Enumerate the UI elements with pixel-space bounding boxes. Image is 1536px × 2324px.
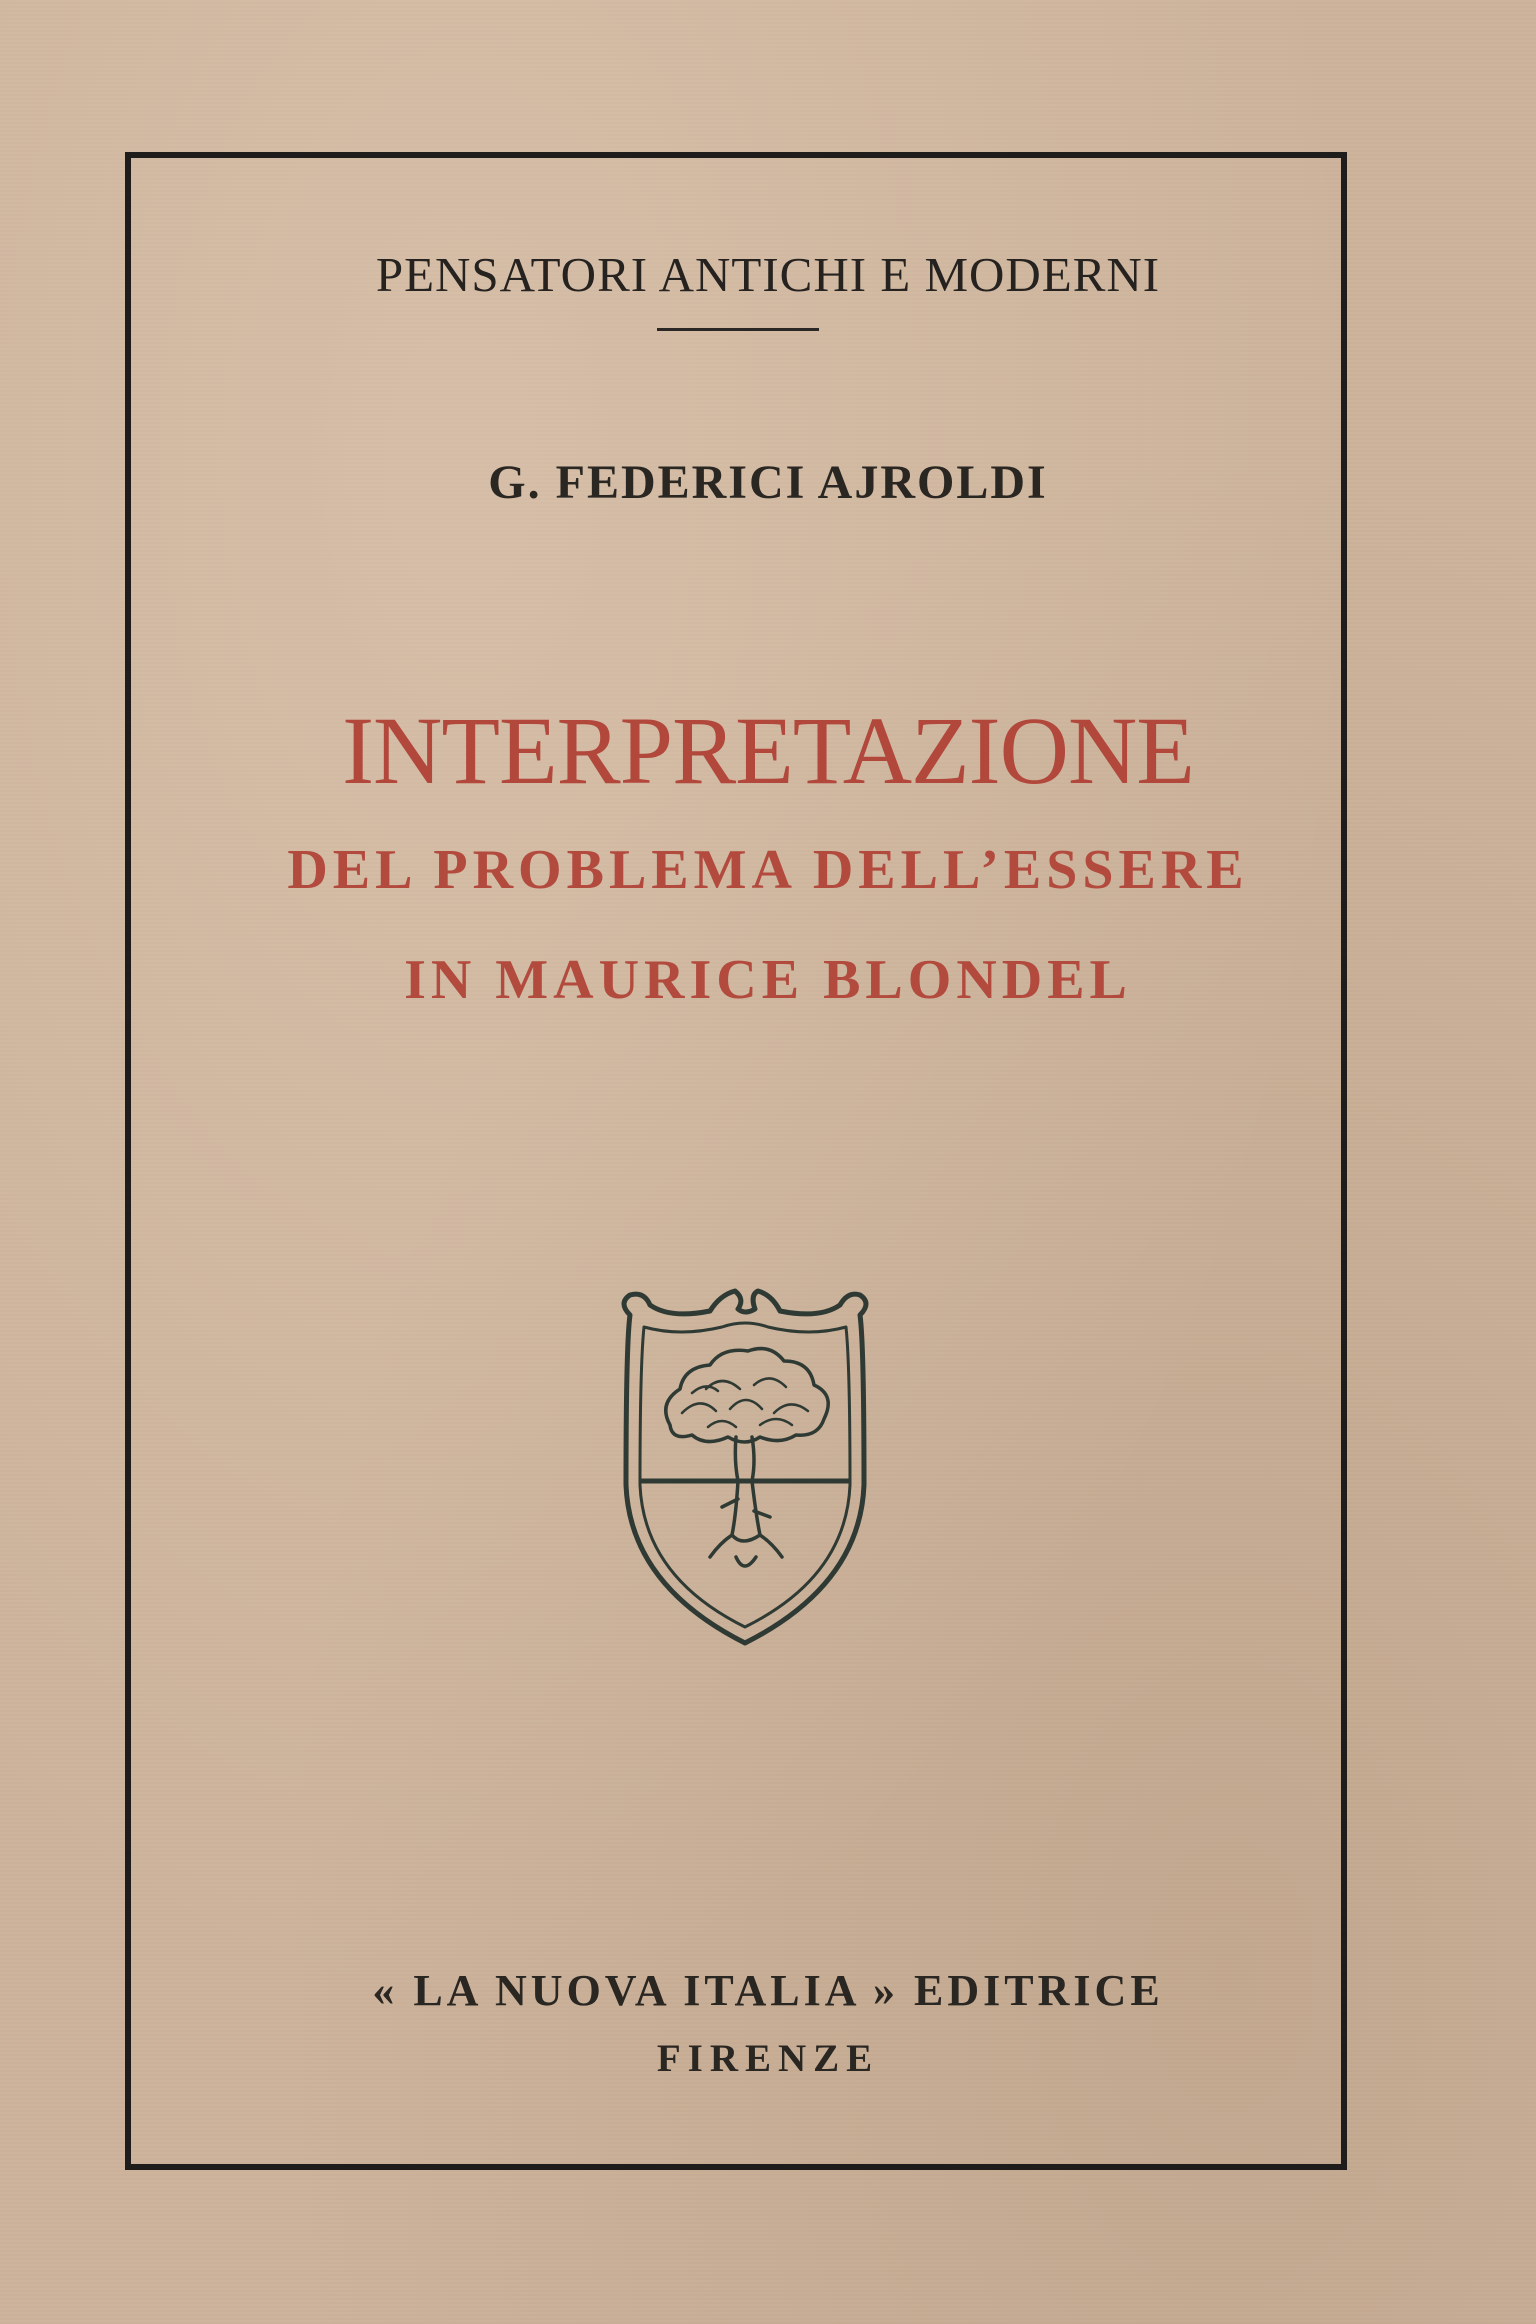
book-subtitle-line-2: IN MAURICE BLONDEL [404,949,1132,1011]
book-subtitle-line-1: DEL PROBLEMA DELL’ESSERE [287,839,1249,901]
divider-rule [657,328,819,331]
book-title: INTERPRETAZIONE [342,697,1194,804]
publisher-name: « LA NUOVA ITALIA » EDITRICE [372,1966,1164,2015]
publisher-city: FIRENZE [656,2037,880,2080]
author-name: G. FEDERICI AJROLDI [488,456,1048,509]
series-title: PENSATORI ANTICHI E MODERNI [375,247,1161,302]
shield-tree-icon [610,1285,880,1655]
